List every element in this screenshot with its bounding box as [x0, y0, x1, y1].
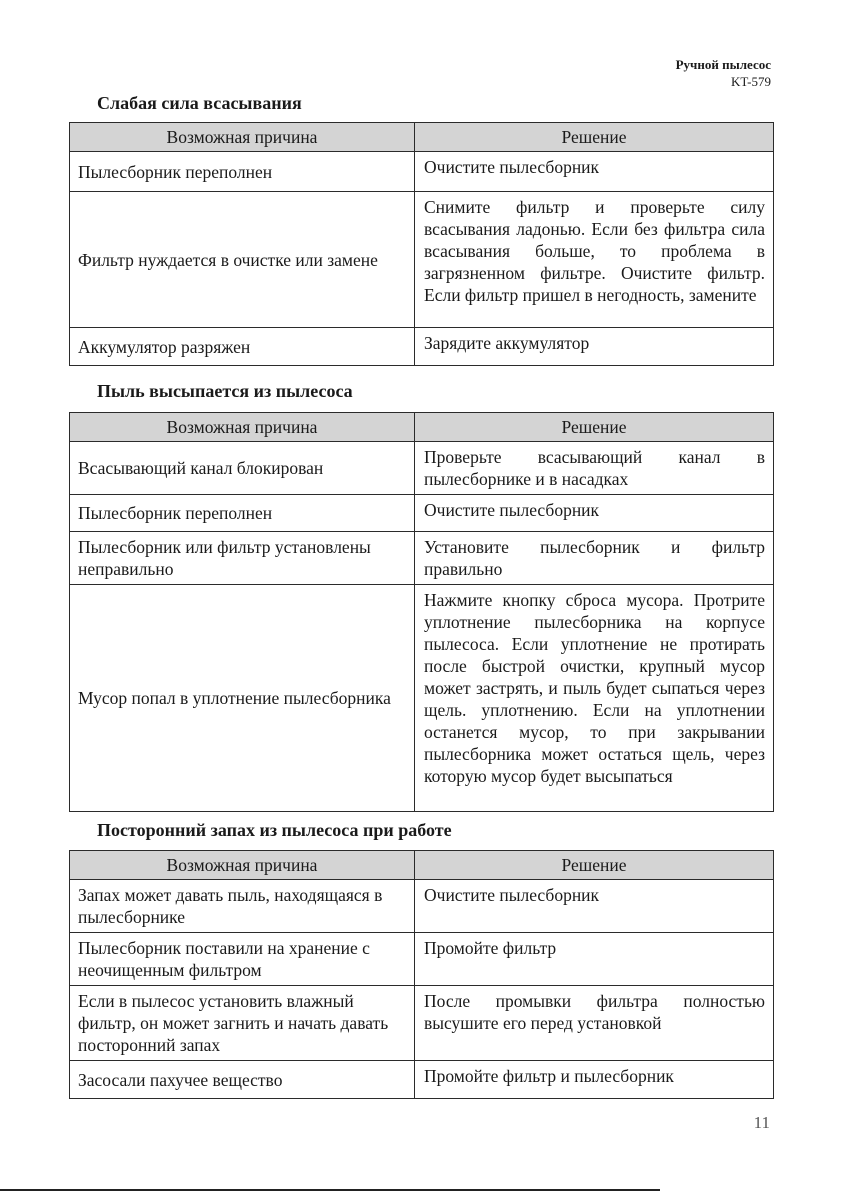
table-header-row: [70, 851, 774, 880]
cause-cell: Мусор попал в уплотнение пылесборника: [70, 585, 415, 812]
cause-cell: Если в пылесос установить влажный фильтр, он может загнить и начать давать посторонний запах: [70, 986, 415, 1061]
solution-cell: Проверьте всасывающий канал в пылесборнике и в насадках: [415, 442, 774, 495]
cause-cell: Засосали пахучее вещество: [70, 1061, 415, 1099]
table-row: [70, 152, 774, 192]
table-row: [70, 495, 774, 532]
solution-cell: Очистите пылесборник: [415, 495, 774, 532]
product-name: Ручной пылесос: [675, 57, 771, 72]
section-title-foreign-odor: Посторонний запах из пылесоса при работе: [97, 820, 452, 840]
footer-divider: [0, 1189, 660, 1191]
solution-cell: Очистите пылесборник: [415, 152, 774, 192]
table-row: [70, 585, 774, 812]
solution-cell: Очистите пылесборник: [415, 880, 774, 933]
table-row: [70, 933, 774, 986]
section-title-dust-falls-out: Пыль высыпается из пылесоса: [97, 381, 353, 401]
table-header-row: [70, 413, 774, 442]
troubleshooting-table-weak-suction: [69, 122, 774, 366]
cause-cell: Всасывающий канал блокирован: [70, 442, 415, 495]
table-row: [70, 328, 774, 366]
page-header: [676, 56, 771, 90]
solution-cell: Зарядите аккумулятор: [415, 328, 774, 366]
cause-cell: Пылесборник переполнен: [70, 152, 415, 192]
cause-cell: Запах может давать пыль, находящаяся в пылесборнике: [70, 880, 415, 933]
solution-cell: Промойте фильтр: [415, 933, 774, 986]
column-header-cause: Возможная причина: [70, 123, 415, 152]
table-row: [70, 532, 774, 585]
table-row: [70, 192, 774, 328]
column-header-cause: Возможная причина: [70, 851, 415, 880]
column-header-solution: Решение: [415, 123, 774, 152]
cause-cell: Аккумулятор разряжен: [70, 328, 415, 366]
solution-cell: Промойте фильтр и пылесборник: [415, 1061, 774, 1099]
solution-cell: Нажмите кнопку сброса мусора. Протрите уплотнение пылесборника на корпусе пылесоса. Если уплотнение не протирать после быстрой очистки, крупный мусор может застрять, и пыль будет сыпаться через щель. уплотнению. Если на уплотнении останется мусор, то при закрывании пылесборника может остаться щель, через которую мусор будет высыпаться: [415, 585, 774, 812]
model-number: KT-579: [731, 74, 771, 89]
column-header-solution: Решение: [415, 413, 774, 442]
cause-cell: Фильтр нуждается в очистке или замене: [70, 192, 415, 328]
page-number: 11: [753, 1113, 770, 1132]
column-header-solution: Решение: [415, 851, 774, 880]
table-row: [70, 1061, 774, 1099]
solution-cell: Снимите фильтр и проверьте силу всасывания ладонью. Если без фильтра сила всасывания больше, то проблема в загрязненном фильтре. Очистите фильтр. Если фильтр пришел в негодность, замените: [415, 192, 774, 328]
cause-cell: Пылесборник или фильтр установлены неправильно: [70, 532, 415, 585]
section-title-weak-suction: Слабая сила всасывания: [97, 93, 302, 113]
troubleshooting-table-dust-falls-out: [69, 412, 774, 812]
column-header-cause: Возможная причина: [70, 413, 415, 442]
table-row: [70, 442, 774, 495]
solution-cell: После промывки фильтра полностью высушите его перед установкой: [415, 986, 774, 1061]
table-header-row: [70, 123, 774, 152]
table-row: [70, 880, 774, 933]
table-row: [70, 986, 774, 1061]
cause-cell: Пылесборник поставили на хранение с неочищенным фильтром: [70, 933, 415, 986]
solution-cell: Установите пылесборник и фильтр правильно: [415, 532, 774, 585]
cause-cell: Пылесборник переполнен: [70, 495, 415, 532]
troubleshooting-table-foreign-odor: [69, 850, 774, 1099]
